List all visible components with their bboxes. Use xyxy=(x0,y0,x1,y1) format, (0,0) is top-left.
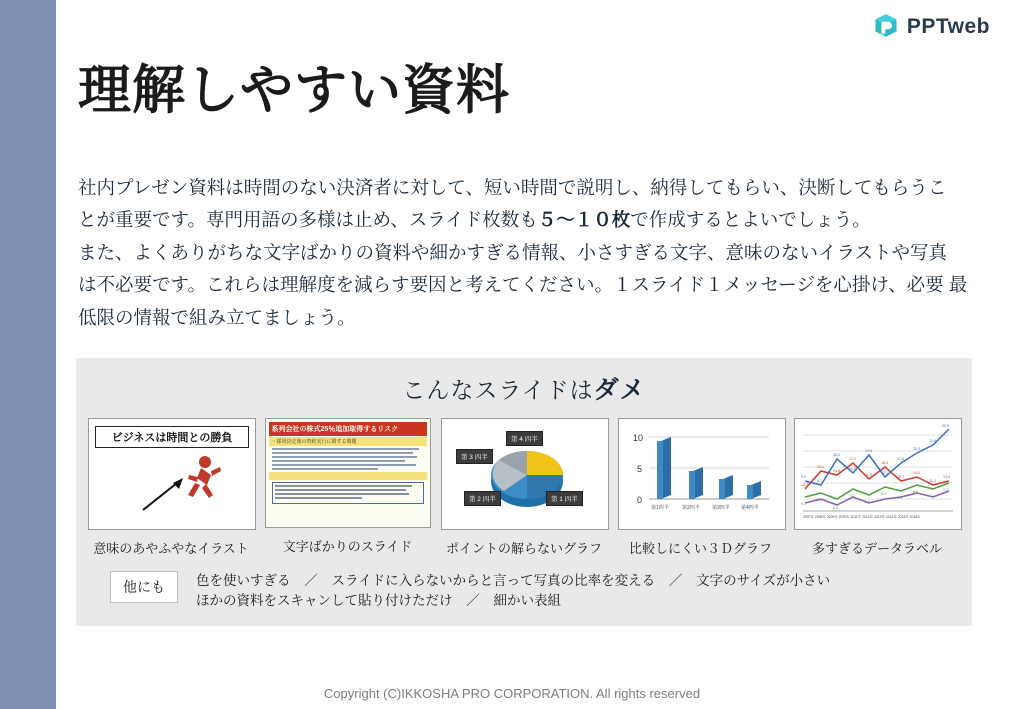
svg-text:6.9: 6.9 xyxy=(897,496,902,500)
thumbnail-cell-3 xyxy=(441,418,607,557)
thumbnail-1-title: ビジネスは時間との勝負 xyxy=(95,426,249,448)
others-text xyxy=(196,571,830,612)
panel-heading-normal: こんなスライドは xyxy=(402,377,594,403)
others-item-3: 文字のサイズが小さい xyxy=(696,573,831,588)
body-line-2c: で作成するとよいでしょう。 xyxy=(630,209,871,231)
thumbnail-1-caption: 意味のあやふやなイラスト xyxy=(93,541,249,556)
thumbnail-text-heavy xyxy=(265,418,431,528)
svg-text:8.7: 8.7 xyxy=(817,479,822,483)
copyright-notice: Copyright (C)IKKOSHA PRO CORPORATION. All rights reserved xyxy=(323,686,701,701)
svg-text:第3四半: 第3四半 xyxy=(711,505,730,511)
thumbnail-4-caption: 比較しにくい３Ｄグラフ xyxy=(628,541,772,556)
body-line-3: また、よくありがちな文字ばかりの資料や細かすぎる情報、小さすぎる文字、意味のないイラストや写真 xyxy=(78,241,947,263)
bad-slides-panel xyxy=(76,358,972,626)
svg-text:16.4: 16.4 xyxy=(881,461,888,465)
thumbnail-2-sub-2 xyxy=(269,472,427,480)
arrow-icon xyxy=(141,477,185,513)
page-title: 理解しやすい資料 xyxy=(78,61,510,120)
thumbnail-2-sub: ・採用決定後の契約実行に関する問題 xyxy=(269,437,427,446)
others-sep-1: ／ xyxy=(304,573,318,588)
svg-text:第1四半: 第1四半 xyxy=(650,505,669,511)
svg-text:17.5: 17.5 xyxy=(897,457,904,461)
others-item-2: スライドに入らないからと言って写真の比率を変える xyxy=(331,573,656,588)
body-line-2a: とが重要です。専門用語の多様は止め、スライド枚数も xyxy=(78,209,538,231)
svg-text:13.8: 13.8 xyxy=(833,469,840,473)
thumbnail-2-caption: 文字ばかりのスライド xyxy=(282,539,413,554)
pie-label-3: 第 3 四半 xyxy=(456,449,493,464)
bar-chart-graphic xyxy=(619,419,785,529)
thumbnail-3d-bar-chart xyxy=(618,418,786,530)
pie-label-1: 第 1 四半 xyxy=(546,491,583,506)
svg-text:18.2: 18.2 xyxy=(833,453,840,457)
line-chart-graphic xyxy=(795,419,961,529)
svg-text:6.1: 6.1 xyxy=(817,498,822,502)
svg-text:14.0: 14.0 xyxy=(913,471,920,475)
svg-text:9.2: 9.2 xyxy=(943,488,948,492)
body-line-1: 社内プレゼン資料は時間のない決済者に対して、短い時間で説明し、納得してもらい、決断してもらうこ xyxy=(78,177,947,198)
thumbnail-2-lines xyxy=(272,448,424,470)
svg-text:4.4: 4.4 xyxy=(833,506,838,510)
svg-text:10: 10 xyxy=(632,433,643,443)
svg-text:20.3: 20.3 xyxy=(913,447,920,451)
panel-heading-emphasis: ダメ xyxy=(593,376,646,404)
thumbnail-cell-4 xyxy=(618,418,784,557)
svg-text:8.6: 8.6 xyxy=(913,490,918,494)
others-line-2 xyxy=(196,591,830,611)
svg-text:第4四半: 第4四半 xyxy=(740,505,759,511)
svg-text:11.2: 11.2 xyxy=(929,479,936,483)
thumbnail-3-caption: ポイントの解らないグラフ xyxy=(445,541,602,556)
others-row xyxy=(76,557,972,612)
svg-text:25.9: 25.9 xyxy=(942,424,949,428)
thumbnail-2-box xyxy=(272,482,424,504)
svg-text:12.3: 12.3 xyxy=(801,483,808,487)
svg-text:7.3: 7.3 xyxy=(849,494,854,498)
thumbnail-cell-5 xyxy=(794,418,960,557)
thumbnail-data-label-chart xyxy=(794,418,962,530)
body-paragraph xyxy=(78,172,968,334)
thumbnail-pie-chart xyxy=(441,418,609,530)
panel-heading xyxy=(76,370,972,406)
svg-text:5.2: 5.2 xyxy=(801,502,806,506)
others-badge: 他にも xyxy=(110,571,178,603)
brand-logo xyxy=(871,12,990,42)
running-person-icon xyxy=(181,455,221,501)
others-sep-3: ／ xyxy=(466,593,480,609)
body-line-5: 最低限の情報で組み立てましょう。 xyxy=(78,274,968,328)
left-accent-bar xyxy=(0,0,56,709)
thumbnail-5-xticks: 2007年 2008年 2009年 2010年 2011年 2012年 2013年 2014年 2015年 2016年 xyxy=(803,515,921,519)
svg-text:13.5: 13.5 xyxy=(943,475,950,479)
svg-text:0: 0 xyxy=(636,495,642,505)
svg-text:5.8: 5.8 xyxy=(865,500,870,504)
thumbnail-illustration xyxy=(88,418,256,530)
svg-text:11.9: 11.9 xyxy=(865,473,872,477)
body-line-4: は不必要です。これらは理解度を減らす要因と考えてください。１スライド１メッセージを心掛け、必要 xyxy=(78,274,944,296)
svg-text:8.0: 8.0 xyxy=(881,492,886,496)
thumbnail-5-caption: 多すぎるデータラベル xyxy=(811,541,942,556)
svg-text:12.7: 12.7 xyxy=(897,475,904,479)
logo-text: PPTweb xyxy=(906,15,990,38)
svg-text:7.1: 7.1 xyxy=(929,494,934,498)
svg-text:12.1: 12.1 xyxy=(881,471,888,475)
others-item-5: 細かい表組 xyxy=(493,593,562,609)
svg-text:15.1: 15.1 xyxy=(817,465,824,469)
svg-text:第2四半: 第2四半 xyxy=(681,505,700,511)
thumbnail-row xyxy=(76,406,972,557)
others-line-1 xyxy=(196,571,830,591)
svg-text:14.6: 14.6 xyxy=(849,467,856,471)
body-line-2-emph: ５〜１０枚 xyxy=(537,209,631,231)
svg-text:17.2: 17.2 xyxy=(849,457,856,461)
pie-label-2: 第 2 四半 xyxy=(464,491,501,506)
thumbnail-cell-1 xyxy=(88,418,254,557)
thumbnail-2-head: 系列会社の株式25％追加取得するリスク xyxy=(269,422,427,436)
others-item-4: ほかの資料をスキャンして貼り付けただけ xyxy=(196,593,453,609)
pptweb-logo-icon xyxy=(871,12,901,42)
others-sep-2: ／ xyxy=(668,573,683,588)
pie-label-4: 第 4 四半 xyxy=(506,431,543,446)
others-item-1: 色を使いすぎる xyxy=(196,573,291,588)
svg-text:19.8: 19.8 xyxy=(865,449,872,453)
svg-text:5: 5 xyxy=(636,464,642,474)
thumbnail-cell-2 xyxy=(265,418,431,557)
svg-text:9.4: 9.4 xyxy=(801,475,806,479)
svg-text:22.6: 22.6 xyxy=(929,439,936,443)
